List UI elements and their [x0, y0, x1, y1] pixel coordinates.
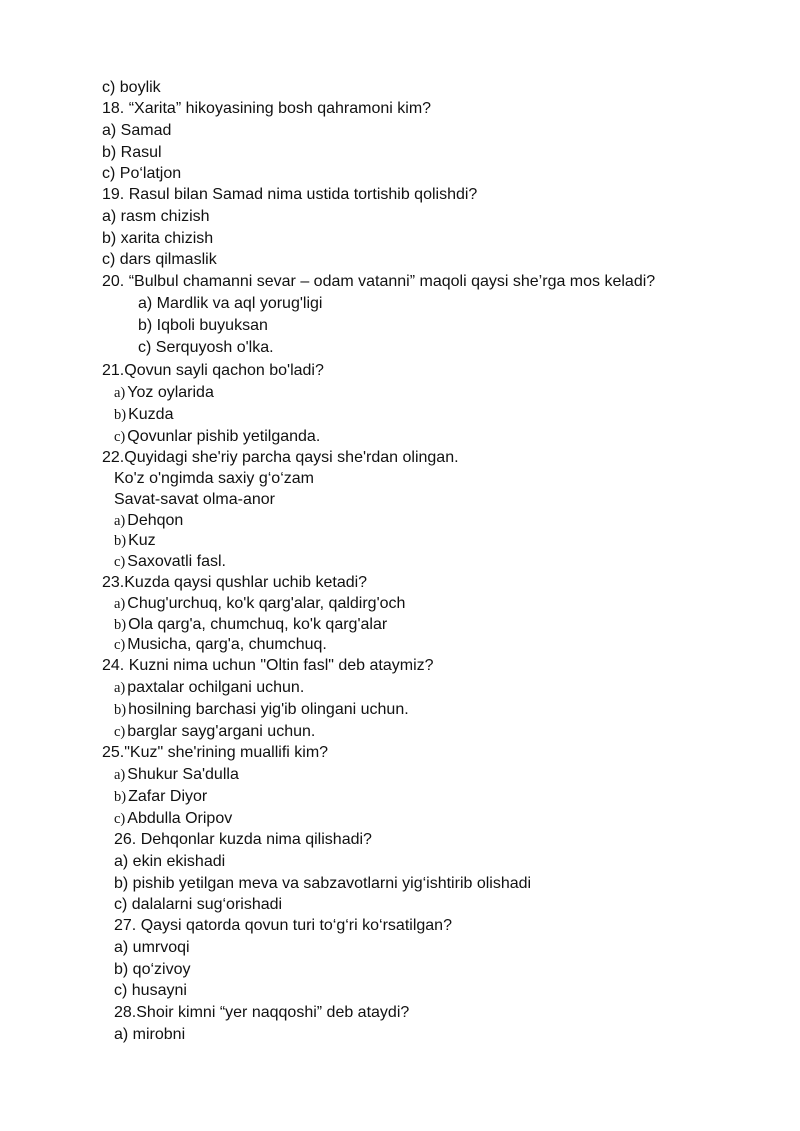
answer-option: a) Chug'urchuq, ko'k qarg'alar, qaldirg'och	[114, 595, 406, 612]
answer-option: a) paxtalar ochilgani uchun.	[114, 679, 305, 696]
answer-option: b) pishib yetilgan meva va sabzavotlarni yig‘ishtirib olishadi	[114, 875, 532, 892]
answer-option: c) Abdulla Oripov	[114, 810, 233, 827]
answer-option: b) Ola qarg'a, chumchuq, ko'k qarg'alar	[114, 616, 388, 633]
question-26: 26. Dehqonlar kuzda nima qilishadi?	[114, 831, 372, 848]
answer-option: b) hosilning barchasi yig'ib olingani uchun.	[114, 701, 409, 718]
answer-option: c) Qovunlar pishib yetilganda.	[114, 428, 321, 445]
question-20: 20. “Bulbul chamanni sevar – odam vatanni” maqoli qaysi she’rga mos keladi?	[102, 273, 656, 290]
question-25: 25."Kuz" she'rining muallifi kim?	[102, 744, 329, 761]
answer-option: c) husayni	[114, 982, 187, 999]
answer-option: a) rasm chizish	[102, 208, 210, 225]
answer-option: c) Po‘latjon	[102, 165, 182, 182]
question-24: 24. Kuzni nima uchun "Oltin fasl" deb ataymiz?	[102, 657, 434, 674]
poem-line: Savat-savat olma-anor	[114, 491, 275, 508]
answer-option: b) qo‘zivoy	[114, 961, 191, 978]
answer-option: c) Saxovatli fasl.	[114, 553, 226, 570]
question-22: 22.Quyidagi she'riy parcha qaysi she'rdan olingan.	[102, 449, 459, 466]
answer-option: b) Rasul	[102, 144, 162, 161]
poem-line: Ko'z o'ngimda saxiy g‘o‘zam	[114, 470, 314, 487]
answer-option: a) Yoz oylarida	[114, 384, 214, 401]
question-27: 27. Qaysi qatorda qovun turi to‘g‘ri ko‘rsatilgan?	[114, 917, 452, 934]
answer-option: c) Serquyosh o'lka.	[138, 339, 274, 356]
question-19: 19. Rasul bilan Samad nima ustida tortishib qolishdi?	[102, 186, 478, 203]
answer-option: b) Kuz	[114, 532, 156, 549]
answer-option: a) Samad	[102, 122, 172, 139]
question-28: 28.Shoir kimni “yer naqqoshi” deb ataydi?	[114, 1004, 410, 1021]
answer-option: a) Shukur Sa'dulla	[114, 766, 239, 783]
answer-option: a) ekin ekishadi	[114, 853, 226, 870]
question-23: 23.Kuzda qaysi qushlar uchib ketadi?	[102, 574, 368, 591]
answer-option: c) barglar sayg'argani uchun.	[114, 723, 316, 740]
answer-option: b) Zafar Diyor	[114, 788, 208, 805]
question-21: 21.Qovun sayli qachon bo'ladi?	[102, 362, 324, 379]
answer-option: a) mirobni	[114, 1026, 186, 1043]
answer-option: a) umrvoqi	[114, 939, 190, 956]
answer-option: b) Kuzda	[114, 406, 174, 423]
answer-option: b) xarita chizish	[102, 230, 214, 247]
answer-option: c) dars qilmaslik	[102, 251, 217, 268]
answer-option: a) Mardlik va aql yorug'ligi	[138, 295, 323, 312]
answer-option: c) dalalarni sug‘orishadi	[114, 896, 283, 913]
question-18: 18. “Xarita” hikoyasining bosh qahramoni kim?	[102, 100, 432, 117]
answer-option: c) Musicha, qarg'a, chumchuq.	[114, 636, 327, 653]
answer-option: b) Iqboli buyuksan	[138, 317, 268, 334]
answer-option: c) boylik	[102, 79, 161, 96]
answer-option: a) Dehqon	[114, 512, 184, 529]
